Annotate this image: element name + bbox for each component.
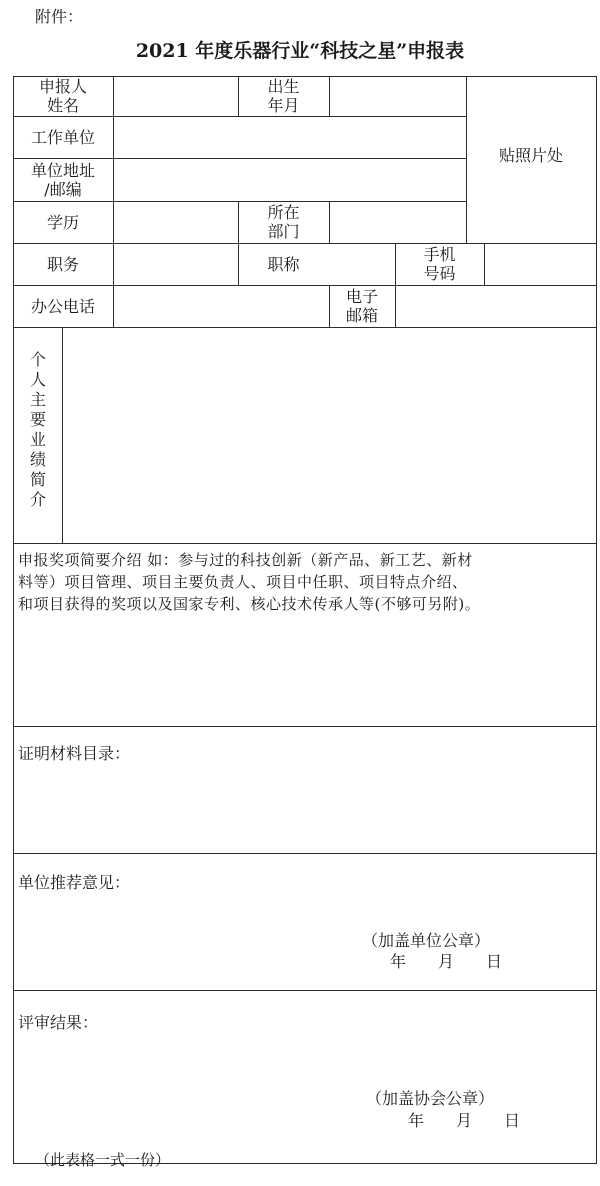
- review-date: 年 月 日: [408, 1111, 521, 1130]
- email-field[interactable]: [396, 286, 596, 327]
- position-label-text: 职务: [46, 254, 79, 274]
- achievements-field[interactable]: [63, 328, 596, 543]
- department-label: [238, 201, 329, 243]
- address-label-line2: /邮编: [44, 179, 82, 199]
- birth-date-label-line2: 年月: [267, 96, 300, 115]
- photo-placeholder-label: 贴照片处: [498, 146, 563, 165]
- department-label-line2: 部门: [267, 222, 300, 241]
- title-rank-label-text: 职称: [267, 254, 300, 274]
- position-field[interactable]: [114, 244, 238, 285]
- department-label-line1: 所在: [267, 203, 300, 222]
- mobile-label-line1: 手机: [423, 245, 456, 264]
- email-label-line1: 电子: [345, 287, 378, 306]
- mobile-field[interactable]: [485, 244, 596, 285]
- mobile-label: [395, 243, 484, 285]
- education-label: [13, 201, 113, 243]
- education-field[interactable]: [114, 202, 238, 243]
- recommendation-seal: （加盖单位公章）: [362, 931, 491, 950]
- applicant-name-label: [13, 76, 113, 116]
- address-label: [13, 158, 113, 201]
- education-label-text: 学历: [46, 212, 79, 232]
- review-section[interactable]: [14, 991, 596, 1163]
- birth-date-field[interactable]: [330, 77, 466, 116]
- award-intro-line2: 料等）项目管理、项目主要负责人、项目中任职、项目特点介绍、: [18, 573, 468, 591]
- work-unit-field[interactable]: [114, 117, 466, 158]
- office-phone-field[interactable]: [114, 286, 329, 327]
- address-label-line1: 单位地址: [30, 160, 95, 180]
- birth-date-label-line1: 出生: [267, 77, 300, 96]
- applicant-name-field[interactable]: [114, 77, 238, 116]
- achievements-label: 个人主要业绩简介: [29, 350, 46, 509]
- mobile-label-line2: 号码: [423, 264, 456, 283]
- footnote: （此表格一式一份）: [35, 1151, 171, 1169]
- applicant-name-label-line2: 姓名: [46, 96, 79, 115]
- office-phone-label: [13, 285, 113, 327]
- position-label: [13, 243, 113, 285]
- award-intro-line1: 申报奖项简要介绍 如：参与过的科技创新（新产品、新工艺、新材: [18, 551, 473, 569]
- recommendation-date: 年 月 日: [390, 952, 503, 971]
- office-phone-label-text: 办公电话: [30, 296, 95, 316]
- title-rank-field[interactable]: [330, 244, 395, 285]
- department-field[interactable]: [330, 202, 466, 243]
- photo-placeholder[interactable]: [466, 76, 596, 243]
- title-rank-label: [238, 243, 329, 285]
- review-seal: （加盖协会公章）: [366, 1089, 495, 1108]
- applicant-name-label-line1: 申报人: [38, 77, 87, 96]
- review-label: 评审结果：: [18, 1013, 99, 1032]
- email-label-line2: 邮箱: [345, 306, 378, 325]
- award-intro-line3: 和项目获得的奖项以及国家专利、核心技术传承人等(不够可另附)。: [18, 595, 481, 613]
- address-field[interactable]: [114, 159, 466, 201]
- attachment-label: 附件：: [35, 7, 84, 26]
- evidence-label: 证明材料目录：: [18, 744, 131, 763]
- recommendation-label: 单位推荐意见：: [18, 873, 131, 892]
- work-unit-label: [13, 116, 113, 158]
- birth-date-label: [238, 76, 329, 116]
- email-label: [329, 285, 395, 327]
- form-title: 2021 年度乐器行业“科技之星”申报表: [135, 40, 465, 62]
- work-unit-label-text: 工作单位: [30, 127, 95, 147]
